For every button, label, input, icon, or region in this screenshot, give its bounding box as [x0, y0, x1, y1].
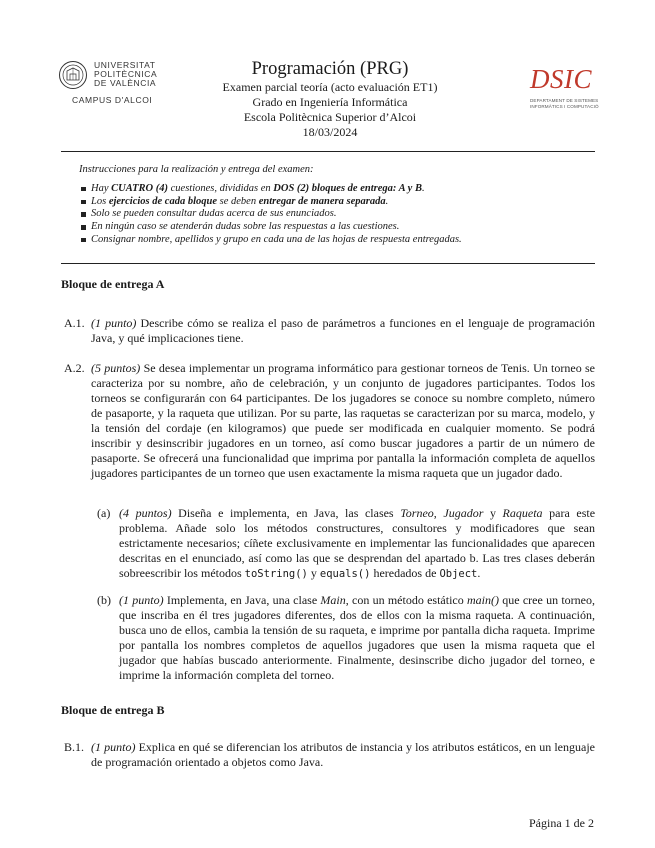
- dsic-logo-sub: INFORMÀTICS I COMPUTACIÓ: [530, 104, 599, 109]
- bullet-icon: [81, 200, 86, 205]
- code: Object: [439, 568, 478, 580]
- subquestion-label: (b): [97, 593, 111, 607]
- question-text: Se desea implementar un programa informático para gestionar torneos de Tenis. Un torneo se caracteriza por su nombre, año de celebración, y un conjunto de jugadores participantes. Todos los torneos se configurarán con 64 participantes. De los jugadores se conoce su nombre completo, número de pasaporte, y la raqueta que utilizan. Por su parte, las raquetas se caracterizan por su marca, modelo, y la tensión del cordaje (en kilogramos) que puede ser modificada en cualquier momento. Se podrá inscribir y desinscribir jugadores en un torneo, así como buscar jugadores a partir de un número de pasaporte. Se ofrecerá una funcionalidad que imprima por pantalla la información completa de aquellos jugadores participantes de un torneo que usen exactamente la misma raqueta que un jugador dado.: [91, 361, 596, 480]
- subquestion-label: (a): [97, 506, 111, 520]
- dsic-logo-word: DSIC: [530, 64, 592, 94]
- exam-date: 18/03/2024: [302, 125, 358, 139]
- emphasis: entregar de manera separada: [258, 195, 386, 207]
- list-item: [79, 196, 599, 209]
- subquestion-b: [91, 593, 595, 683]
- subquestion-points: (4 puntos): [119, 506, 172, 520]
- bullet-icon: [81, 187, 86, 192]
- text: para este problema. Añade solo los métodos constructures, consultores y modificadores que sean estrictamente necesarios; cíñete exclusivamente en implementar las funcionalidades que aparecen descritas en el enunciado, así como las que se desprendan del apartado b. Las tres clases deberán sobreescribir los métodos: [119, 506, 596, 580]
- code: equals(): [319, 568, 371, 580]
- bullet-icon: [81, 225, 86, 230]
- class-name: Main: [320, 593, 346, 607]
- question-points: (5 puntos): [91, 361, 141, 375]
- text: ,: [433, 506, 444, 520]
- question-a2: [61, 361, 595, 481]
- question-text: Explica en qué se diferencian los atributos de instancia y los atributos estáticos, en un lenguaje de programación orientado a objetos como Java.: [91, 740, 595, 769]
- text: , con un método estático: [345, 593, 467, 607]
- divider: [61, 263, 595, 264]
- university-seal-icon: [58, 60, 88, 90]
- question-points: (1 punto): [91, 740, 136, 754]
- upv-logo-line: DE VALÈNCIA: [94, 78, 157, 88]
- text: que cree un torneo, que inscriba en él tres jugadores diferentes, dos de ellos con la misma raqueta. A continuación, busca uno de ellos, cambia la tensión de su raqueta, e imprime por pantalla dicha raqueta. Imprime por pantalla los nombres completos de aquellos jugadores que usen la misma raqueta que el jugador que habías buscado anteriormente. Finalmente, desinscribe dicho jugador del torneo, e imprime la información completa del torneo.: [119, 593, 595, 682]
- divider: [61, 151, 595, 152]
- text: Hay: [91, 182, 112, 194]
- text: .: [421, 182, 425, 194]
- upv-logo: [58, 58, 158, 104]
- degree-name: Grado en Ingeniería Informática: [252, 95, 408, 109]
- emphasis: ejercicios de cada bloque: [108, 195, 217, 207]
- text: Los: [91, 195, 109, 207]
- list-item: [79, 183, 599, 196]
- class-name: Raqueta: [502, 506, 543, 520]
- text: Implementa, en Java, una clase: [163, 593, 321, 607]
- upv-logo-line: POLITÈCNICA: [94, 69, 158, 79]
- text: y: [307, 566, 320, 580]
- exam-subtitle: Examen parcial teoría (acto evaluación ET1): [222, 80, 438, 94]
- page-number: Página 1 de 2: [529, 816, 594, 830]
- question-number: B.1.: [64, 740, 85, 754]
- question-number: A.2.: [64, 361, 85, 375]
- code: toString(): [244, 568, 308, 580]
- question-points: (1 punto): [91, 316, 137, 330]
- exam-header: [160, 58, 500, 140]
- dsic-logo-sub: DEPARTAMENT DE SISTEMES: [530, 98, 599, 103]
- instructions-list: [79, 183, 599, 247]
- text: y: [483, 506, 503, 520]
- subquestion-a: [91, 506, 595, 582]
- school-name: Escola Politècnica Superior d’Alcoi: [243, 110, 417, 124]
- text: heredados de: [370, 566, 440, 580]
- text: En ningún caso se atenderán dudas sobre las respuestas a las cuestiones.: [91, 221, 400, 233]
- method-name: main(): [467, 593, 499, 607]
- dsic-logo: [528, 64, 598, 112]
- text: Consignar nombre, apellidos y grupo en cada una de las hojas de respuesta entregadas.: [91, 233, 462, 245]
- question-number: A.1.: [64, 316, 85, 330]
- text: .: [477, 566, 481, 580]
- text: se deben: [217, 195, 259, 207]
- subquestion-points: (1 punto): [119, 593, 164, 607]
- question-a1: [61, 316, 595, 346]
- class-name: Torneo: [400, 506, 434, 520]
- upv-logo-line: UNIVERSITAT: [94, 60, 156, 70]
- list-item: [79, 221, 599, 234]
- question-text: Describe cómo se realiza el paso de parámetros a funciones en el lenguaje de programación Java, y qué implicaciones tiene.: [91, 316, 595, 345]
- emphasis: CUATRO (4): [111, 182, 169, 194]
- text: cuestiones, divididas en: [168, 182, 274, 194]
- text: Solo se pueden consultar dudas acerca de sus enunciados.: [91, 208, 337, 220]
- page-title: Programación (PRG): [251, 59, 409, 79]
- section-title-a: Bloque de entrega A: [61, 277, 165, 291]
- class-name: Jugador: [443, 506, 484, 520]
- list-item: [79, 234, 599, 247]
- upv-logo-campus: CAMPUS D'ALCOI: [72, 95, 153, 105]
- instructions: [79, 164, 599, 247]
- bullet-icon: [81, 238, 86, 243]
- list-item: [79, 208, 599, 221]
- question-b1: [61, 740, 595, 770]
- section-title-b: Bloque de entrega B: [61, 703, 165, 717]
- text: .: [385, 195, 389, 207]
- instructions-intro: Instrucciones para la realización y entrega del examen:: [79, 164, 314, 175]
- emphasis: DOS (2) bloques de entrega: A y B: [273, 182, 422, 194]
- bullet-icon: [81, 212, 86, 217]
- text: Diseña e implementa, en Java, las clases: [171, 506, 401, 520]
